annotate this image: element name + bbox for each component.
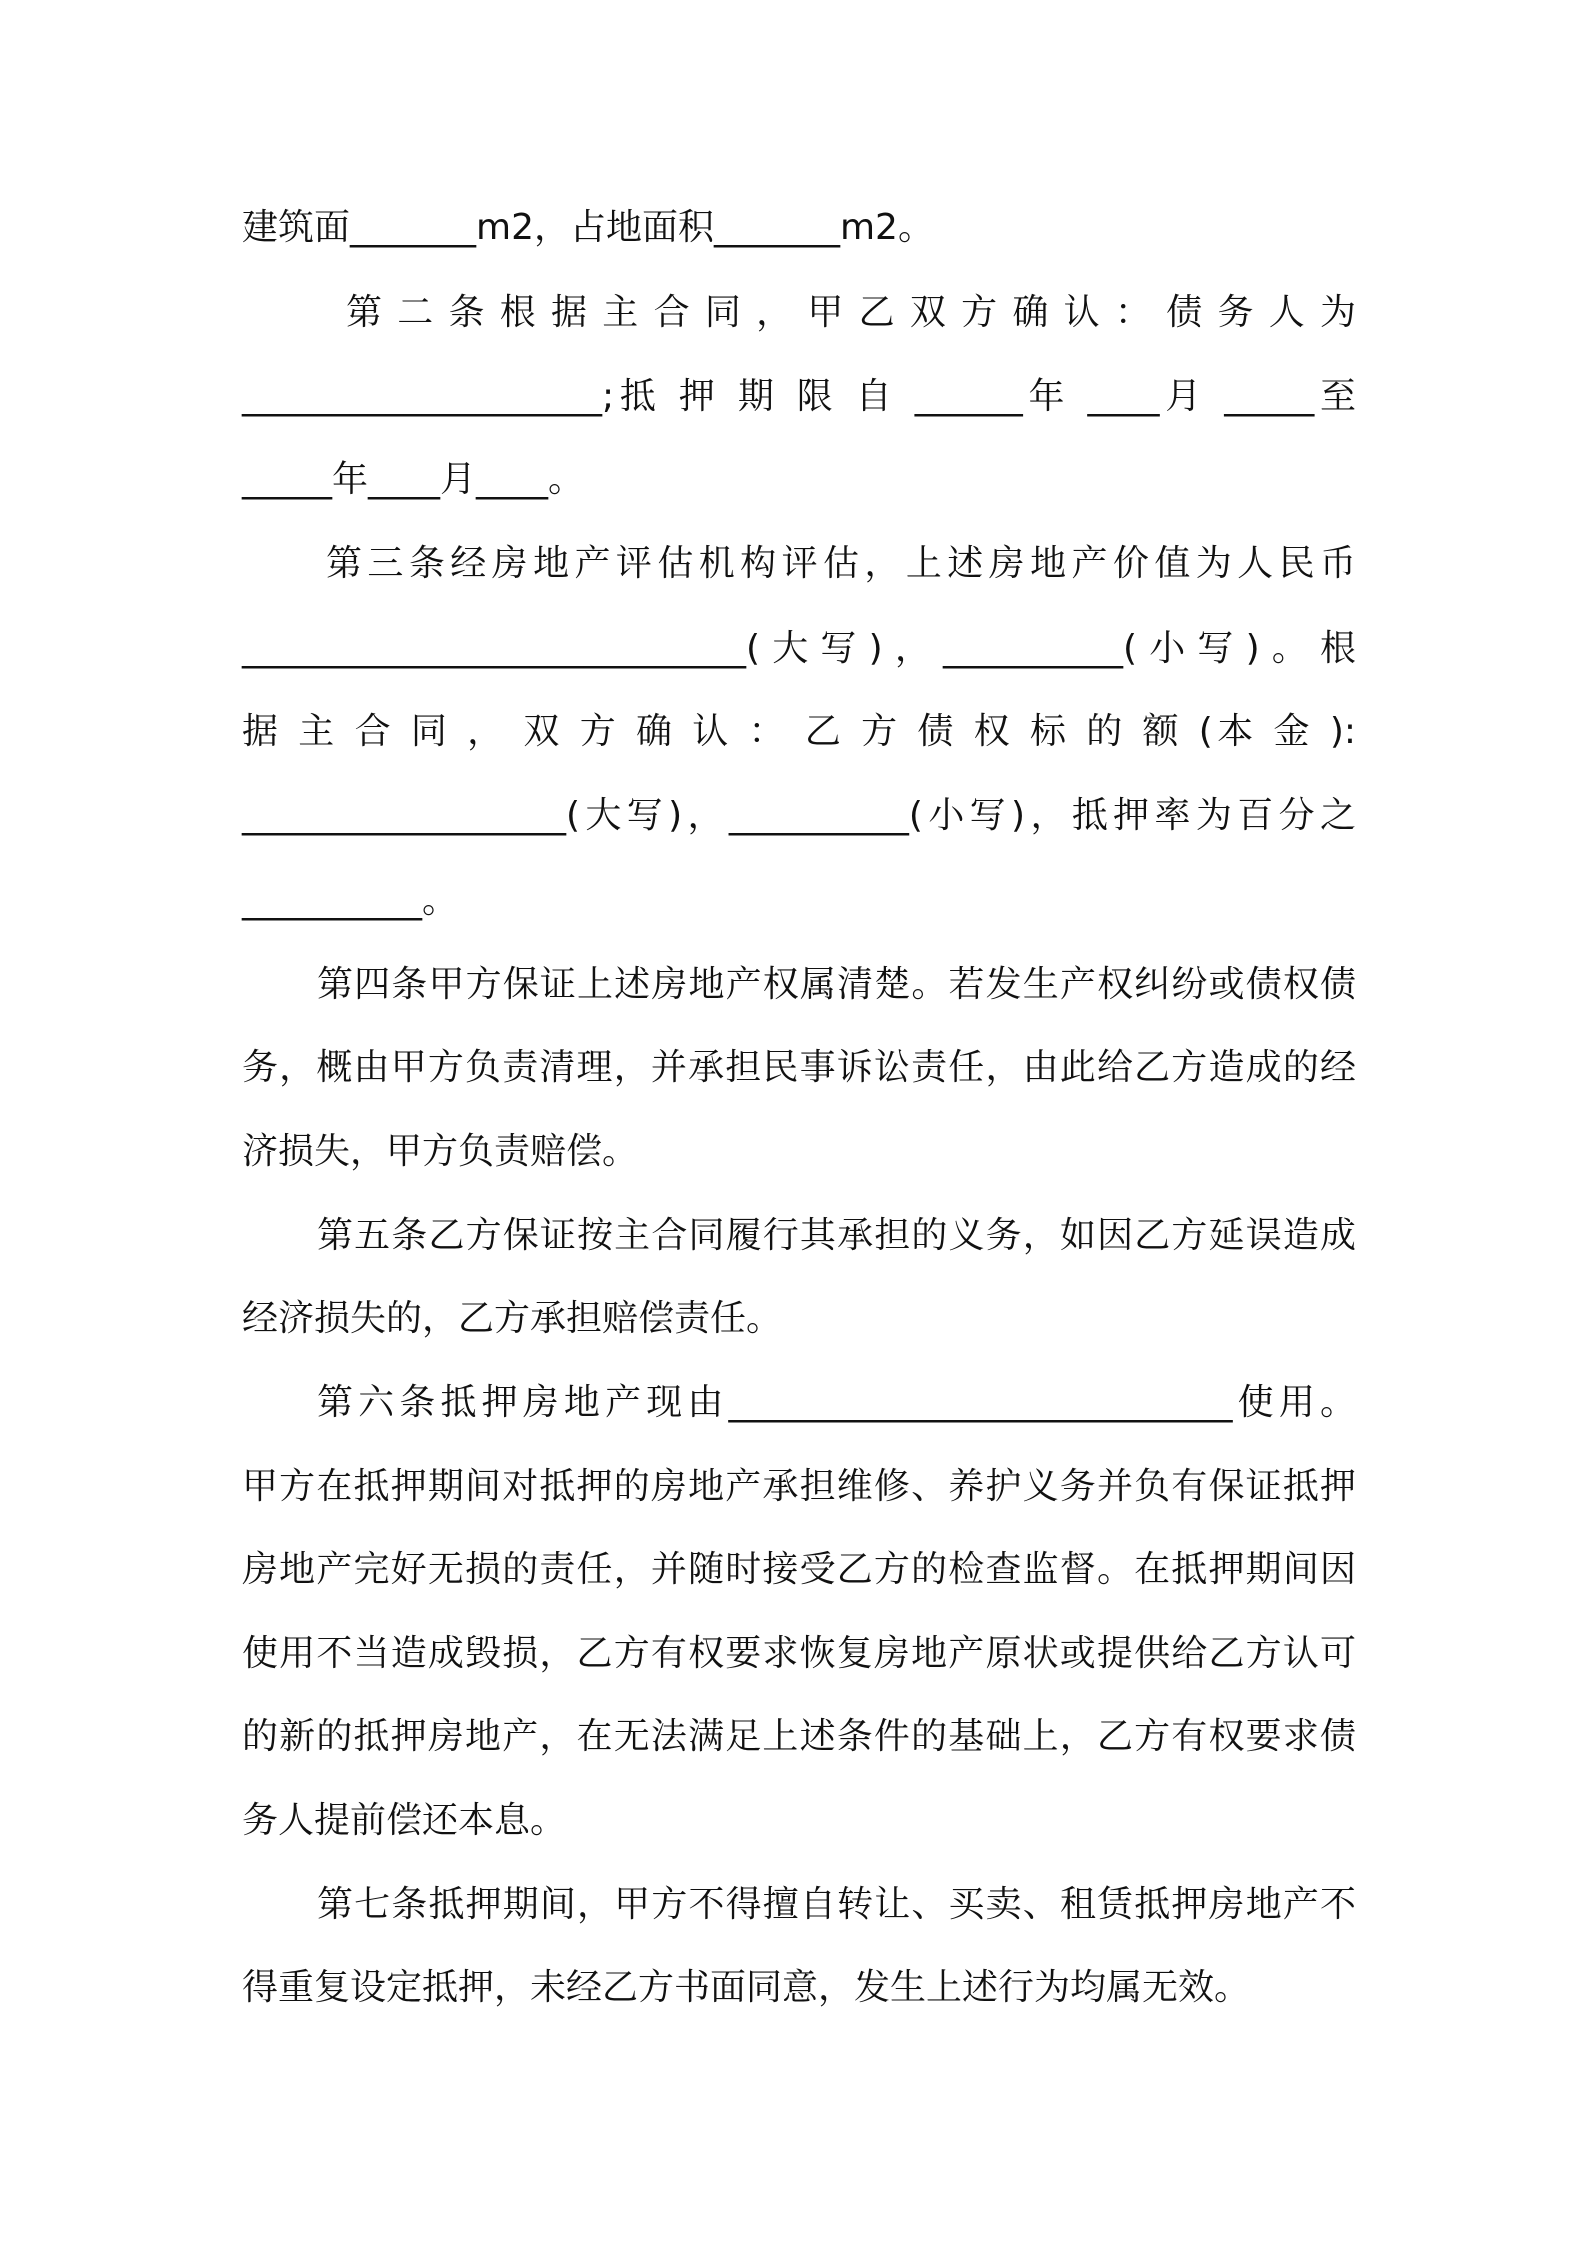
text-line: __________________(大写)，__________(小写)，抵押率为百分之 <box>242 795 1356 836</box>
text-line: 第三条经房地产评估机构评估，上述房地产价值为人民币 <box>326 543 1356 584</box>
text-line: 建筑面_______m2，占地面积_______m2。 <box>242 207 934 248</box>
text-line: 第七条抵押期间，甲方不得擅自转让、买卖、租赁抵押房地产不 <box>317 1884 1356 1925</box>
text-line: _____年____月____。 <box>242 459 584 500</box>
text-line: 经济损失的，乙方承担赔偿责任。 <box>242 1298 783 1339</box>
text-line: 第六条抵押房地产现由____________________________使用。 <box>317 1382 1356 1423</box>
text-line: 甲方在抵押期间对抵押的房地产承担维修、养护义务并负有保证抵押 <box>242 1466 1356 1507</box>
text-line: 得重复设定抵押，未经乙方书面同意，发生上述行为均属无效。 <box>242 1967 1251 2008</box>
text-line: 第四条甲方保证上述房地产权属清楚。若发生产权纠纷或债权债 <box>317 964 1356 1005</box>
text-line: ____________________________(大写)，__________(小写)。根 <box>242 628 1356 669</box>
text-line: 务人提前偿还本息。 <box>242 1800 567 1841</box>
text-line: __________。 <box>242 880 459 921</box>
text-line: 房地产完好无损的责任，并随时接受乙方的检查监督。在抵押期间因 <box>242 1549 1356 1590</box>
text-line: 务，概由甲方负责清理，并承担民事诉讼责任，由此给乙方造成的经 <box>242 1047 1356 1088</box>
text-line: 的新的抵押房地产，在无法满足上述条件的基础上，乙方有权要求债 <box>242 1716 1356 1757</box>
text-line: 济损失，甲方负责赔偿。 <box>242 1131 639 1172</box>
text-line: ____________________;抵 押 期 限 自 ______年 ____月 _____至 <box>242 376 1356 417</box>
text-line: 第五条乙方保证按主合同履行其承担的义务，如因乙方延误造成 <box>317 1215 1356 1256</box>
text-line: 第 二 条 根 据 主 合 同 ， 甲 乙 双 方 确 认 ： 债 务 人 为 <box>346 292 1356 333</box>
text-line: 使用不当造成毁损，乙方有权要求恢复房地产原状或提供给乙方认可 <box>242 1633 1356 1674</box>
text-line: 据 主 合 同 ， 双 方 确 认 ： 乙 方 债 权 标 的 额 (本 金 ): <box>242 711 1356 752</box>
